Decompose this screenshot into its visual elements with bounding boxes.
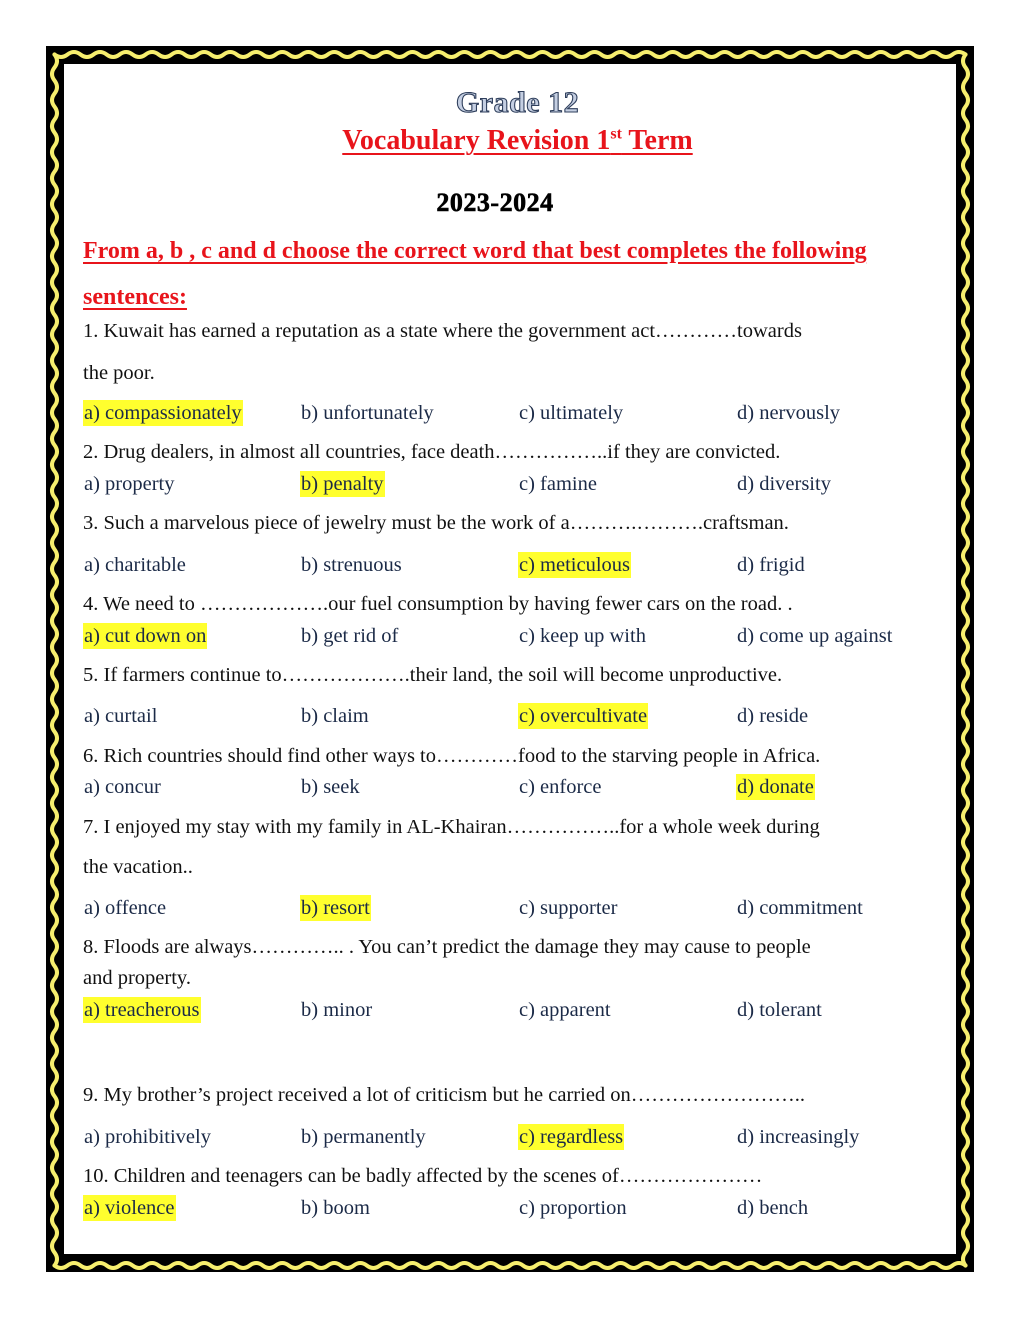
question-7-option-c: c) supporter	[519, 897, 618, 919]
question-1-option-b: b) unfortunately	[301, 402, 434, 424]
question-8-line-1: 8. Floods are always………….. . You can’t predict the damage they may cause to people	[83, 936, 811, 958]
school-year: 2023-2024	[436, 188, 554, 217]
question-3-option-c: c) meticulous	[519, 554, 631, 576]
question-8-option-c: c) apparent	[519, 999, 611, 1021]
question-9-line-1: 9. My brother’s project received a lot of criticism but he carried on……………………..	[83, 1084, 806, 1106]
question-7-option-b: b) resort	[301, 897, 370, 919]
question-3-option-b: b) strenuous	[301, 554, 402, 576]
question-5-line-1: 5. If farmers continue to……………….their land, the soil will become unproductive.	[83, 664, 783, 686]
question-3-option-d: d) frigid	[737, 554, 805, 576]
question-8-option-b: b) minor	[301, 999, 373, 1021]
subtitle-main: Vocabulary Revision 1	[342, 125, 611, 156]
question-10-line-1: 10. Children and teenagers can be badly affected by the scenes of…………………	[83, 1165, 763, 1187]
question-2-option-b: b) penalty	[301, 473, 384, 495]
question-5-option-c: c) overcultivate	[519, 705, 648, 727]
question-6-option-b: b) seek	[301, 776, 360, 798]
question-3-line-1: 3. Such a marvelous piece of jewelry must be the work of a……….……….craftsman.	[83, 512, 789, 534]
question-2-option-d: d) diversity	[737, 473, 831, 495]
question-10-option-d: d) bench	[737, 1197, 809, 1219]
question-6-option-a: a) concur	[84, 776, 161, 798]
question-6-line-1: 6. Rich countries should find other ways to…………food to the starving people in Africa.	[83, 745, 821, 767]
subtitle-superscript: st	[610, 125, 622, 143]
question-5-option-b: b) claim	[301, 705, 369, 727]
question-7-line-1: 7. I enjoyed my stay with my family in AL-Khairan……………..for a whole week during	[83, 816, 820, 838]
question-1-line-2: the poor.	[83, 362, 155, 384]
question-9-option-c: c) regardless	[519, 1126, 624, 1148]
question-10-option-c: c) proportion	[519, 1197, 627, 1219]
question-5-option-a: a) curtail	[84, 705, 158, 727]
question-6-option-c: c) enforce	[519, 776, 602, 798]
question-8-option-a: a) treacherous	[84, 999, 200, 1021]
instructions: From a, b , c and d choose the correct word that best completes the following sentences:	[83, 238, 867, 310]
question-9-option-b: b) permanently	[301, 1126, 426, 1148]
question-2-option-a: a) property	[84, 473, 175, 495]
question-9-option-a: a) prohibitively	[84, 1126, 211, 1148]
question-3-option-a: a) charitable	[84, 554, 186, 576]
subtitle-end: Term	[621, 125, 693, 156]
question-7-option-a: a) offence	[84, 897, 167, 919]
question-9-option-d: d) increasingly	[737, 1126, 860, 1148]
question-7-line-2: the vacation..	[83, 856, 193, 878]
question-1-line-1: 1. Kuwait has earned a reputation as a state where the government act…………towards	[83, 320, 802, 342]
question-4-option-a: a) cut down on	[84, 625, 207, 647]
subtitle	[0, 125, 1020, 157]
question-10-option-a: a) violence	[84, 1197, 175, 1219]
grade-title: Grade 12	[455, 86, 580, 119]
question-8-option-d: d) tolerant	[737, 999, 822, 1021]
question-4-option-b: b) get rid of	[301, 625, 399, 647]
question-8-line-2: and property.	[83, 967, 191, 989]
question-5-option-d: d) reside	[737, 705, 809, 727]
question-4-line-1: 4. We need to ……………….our fuel consumption by having fewer cars on the road. .	[83, 593, 793, 615]
question-2-line-1: 2. Drug dealers, in almost all countries, face death……………..if they are convicted.	[83, 441, 781, 463]
question-10-option-b: b) boom	[301, 1197, 370, 1219]
question-7-option-d: d) commitment	[737, 897, 863, 919]
question-4-option-c: c) keep up with	[519, 625, 646, 647]
question-2-option-c: c) famine	[519, 473, 597, 495]
question-1-option-c: c) ultimately	[519, 402, 624, 424]
question-1-option-d: d) nervously	[737, 402, 841, 424]
question-4-option-d: d) come up against	[737, 625, 893, 647]
question-6-option-d: d) donate	[737, 776, 814, 798]
question-1-option-a: a) compassionately	[84, 402, 242, 424]
